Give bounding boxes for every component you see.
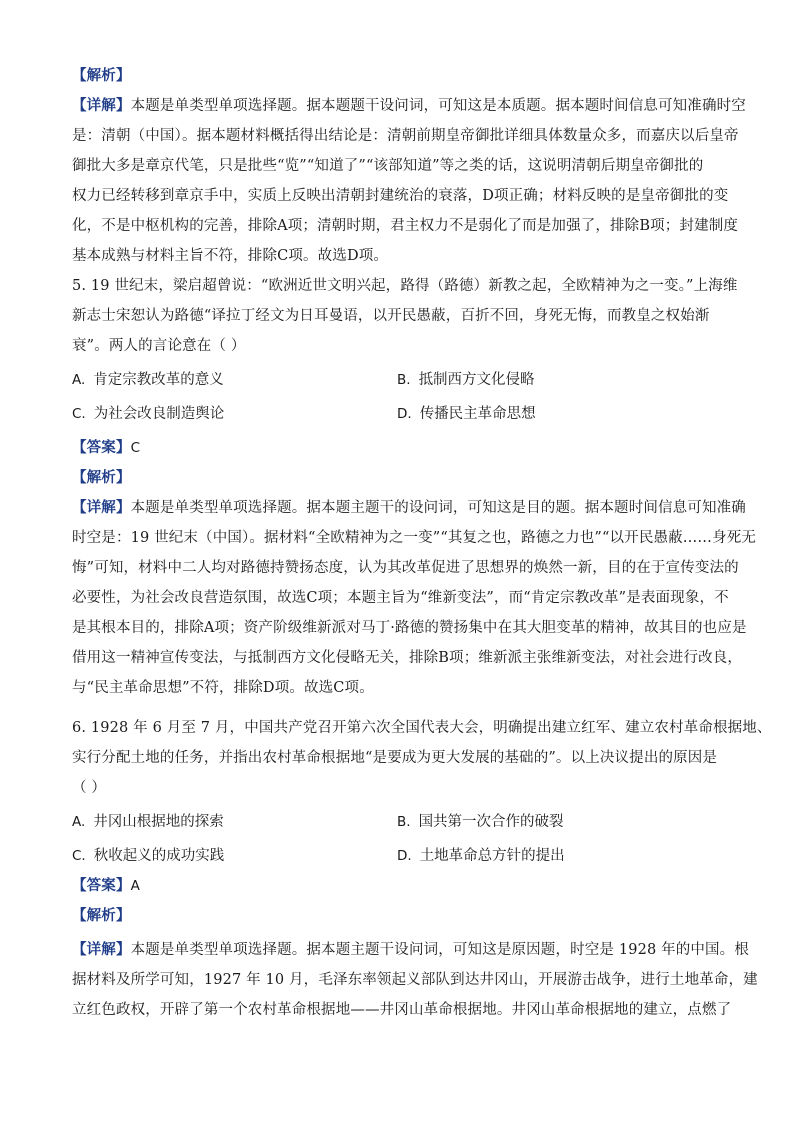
answer-label: 【答案】 bbox=[72, 878, 131, 894]
q5-option-b bbox=[397, 370, 535, 390]
q4-detail-line-5: 化，不是中枢机构的完善，排除A项；清朝时期，君主权力不是弱化了而是加强了，排除B项；封建制度 bbox=[72, 218, 739, 234]
q5-stem-line-2: 新志士宋恕认为路德“译拉丁经文为日耳曼语，以开民愚蔽，百折不回，身死无悔，而教皇之权始渐 bbox=[72, 308, 710, 324]
q6-detail-line-3: 立红色政权，开辟了第一个农村革命根据地——井冈山革命根据地。井冈山革命根据地的建立，点燃了 bbox=[72, 1002, 732, 1018]
q6-answer-value: A bbox=[130, 878, 140, 894]
q6-detail-line-1 bbox=[72, 940, 749, 960]
q4-detail-text: 本题是单类型单项选择题。据本题题干设问词，可知这是本质题。据本题时间信息可知准确时空 bbox=[130, 98, 746, 114]
q5-stem-line-3: 衰”。两人的言论意在（ ） bbox=[72, 338, 246, 354]
q5-option-c bbox=[72, 404, 224, 424]
q6-detail-text: 本题是单类型单项选择题。据本题主题干设问词，可知这是原因题，时空是 1928 年的中国。根 bbox=[130, 942, 749, 958]
q5-detail-line-4: 必要性，为社会改良营造氛围，故选C项；本题主旨为“维新变法”，而“肯定宗教改革”是表面现象，不 bbox=[72, 590, 729, 606]
q5-detail-line-1 bbox=[72, 498, 746, 518]
detail-label: 【详解】 bbox=[72, 98, 131, 114]
option-letter: C. bbox=[72, 848, 86, 864]
q4-detail-line-6: 基本成熟与材料主旨不符，排除C项。故选D项。 bbox=[72, 248, 389, 264]
q6-stem-line-3: （ ） bbox=[72, 780, 107, 796]
q4-detail-line-2: 是：清朝（中国）。据本题材料概括得出结论是：清朝前期皇帝御批详细具体数量众多，而嘉庆以后皇帝 bbox=[72, 128, 739, 144]
q5-detail-line-3: 悔”可知，材料中二人均对路德持赞扬态度，认为其改革促进了思想界的焕然一新，目的在于宣传变法的 bbox=[72, 560, 739, 576]
option-letter: D. bbox=[397, 848, 412, 864]
q5-answer-value: C bbox=[130, 440, 141, 456]
q4-detail-line-4: 权力已经转移到章京手中，实质上反映出清朝封建统治的衰落，D项正确；材料反映的是皇帝御批的变 bbox=[72, 188, 729, 204]
option-letter: B. bbox=[397, 372, 411, 388]
q6-detail-line-2: 据材料及所学可知，1927 年 10 月，毛泽东率领起义部队到达井冈山，开展游击战争，进行土地革命，建 bbox=[72, 972, 758, 988]
q4-detail-line-3: 御批大多是章京代笔，只是批些“览”“知道了”“该部知道”等之类的话，这说明清朝后期皇帝御批的 bbox=[72, 158, 704, 174]
q5-option-d bbox=[397, 404, 536, 424]
q6-option-b bbox=[397, 812, 564, 832]
option-text: 土地革命总方针的提出 bbox=[419, 848, 565, 864]
q5-option-a bbox=[72, 370, 224, 390]
option-text: 抵制西方文化侵略 bbox=[418, 372, 535, 388]
option-letter: B. bbox=[397, 814, 411, 830]
analysis-label: 【解析】 bbox=[72, 68, 131, 84]
q5-stem-line-1: 5. 19 世纪末，梁启超曾说：“欧洲近世文明兴起，路得（路德）新教之起，全欧精神为之一变。”上海维 bbox=[72, 278, 738, 294]
q5-detail-text: 本题是单类型单项选择题。据本题主题干的设问词，可知这是目的题。据本题时间信息可知准确 bbox=[130, 500, 746, 516]
q6-option-c bbox=[72, 846, 224, 866]
q6-option-d bbox=[397, 846, 565, 866]
option-text: 秋收起义的成功实践 bbox=[93, 848, 225, 864]
q5-detail-line-7: 与“民主革命思想”不符，排除D项。故选C项。 bbox=[72, 680, 374, 696]
q6-answer-line bbox=[72, 876, 140, 896]
q5-analysis-label: 【解析】 bbox=[72, 470, 131, 486]
option-text: 肯定宗教改革的意义 bbox=[93, 372, 224, 388]
option-letter: D. bbox=[397, 406, 412, 422]
q5-detail-line-6: 借用这一精神宣传变法，与抵制西方文化侵略无关，排除B项；维新派主张维新变法，对社会进行改良， bbox=[72, 650, 743, 666]
q5-answer-line bbox=[72, 438, 140, 458]
detail-label: 【详解】 bbox=[72, 942, 131, 958]
option-text: 井冈山根据地的探索 bbox=[93, 814, 224, 830]
option-letter: A. bbox=[72, 372, 86, 388]
answer-label: 【答案】 bbox=[72, 440, 131, 456]
q6-option-a bbox=[72, 812, 224, 832]
option-text: 传播民主革命思想 bbox=[419, 406, 536, 422]
detail-label: 【详解】 bbox=[72, 500, 131, 516]
q5-detail-line-2: 时空是：19 世纪末（中国）。据材料“全欧精神为之一变”“其复之也，路德之力也”“以开民愚蔽……身死无 bbox=[72, 530, 757, 546]
option-letter: A. bbox=[72, 814, 86, 830]
q6-stem-line-1: 6. 1928 年 6 月至 7 月，中国共产党召开第六次全国代表大会，明确提出建立红军、建立农村革命根据地、 bbox=[72, 720, 772, 736]
q6-analysis-label: 【解析】 bbox=[72, 908, 131, 924]
q4-detail-line-1 bbox=[72, 96, 746, 116]
q5-detail-line-5: 是其根本目的，排除A项；资产阶级维新派对马丁·路德的赞扬集中在其大胆变革的精神，故其目的也应是 bbox=[72, 620, 747, 636]
q6-stem-line-2: 实行分配土地的任务，并指出农村革命根据地“是要成为更大发展的基础的”。以上决议提出的原因是 bbox=[72, 750, 718, 766]
option-text: 为社会改良制造舆论 bbox=[93, 406, 225, 422]
option-letter: C. bbox=[72, 406, 86, 422]
option-text: 国共第一次合作的破裂 bbox=[418, 814, 564, 830]
